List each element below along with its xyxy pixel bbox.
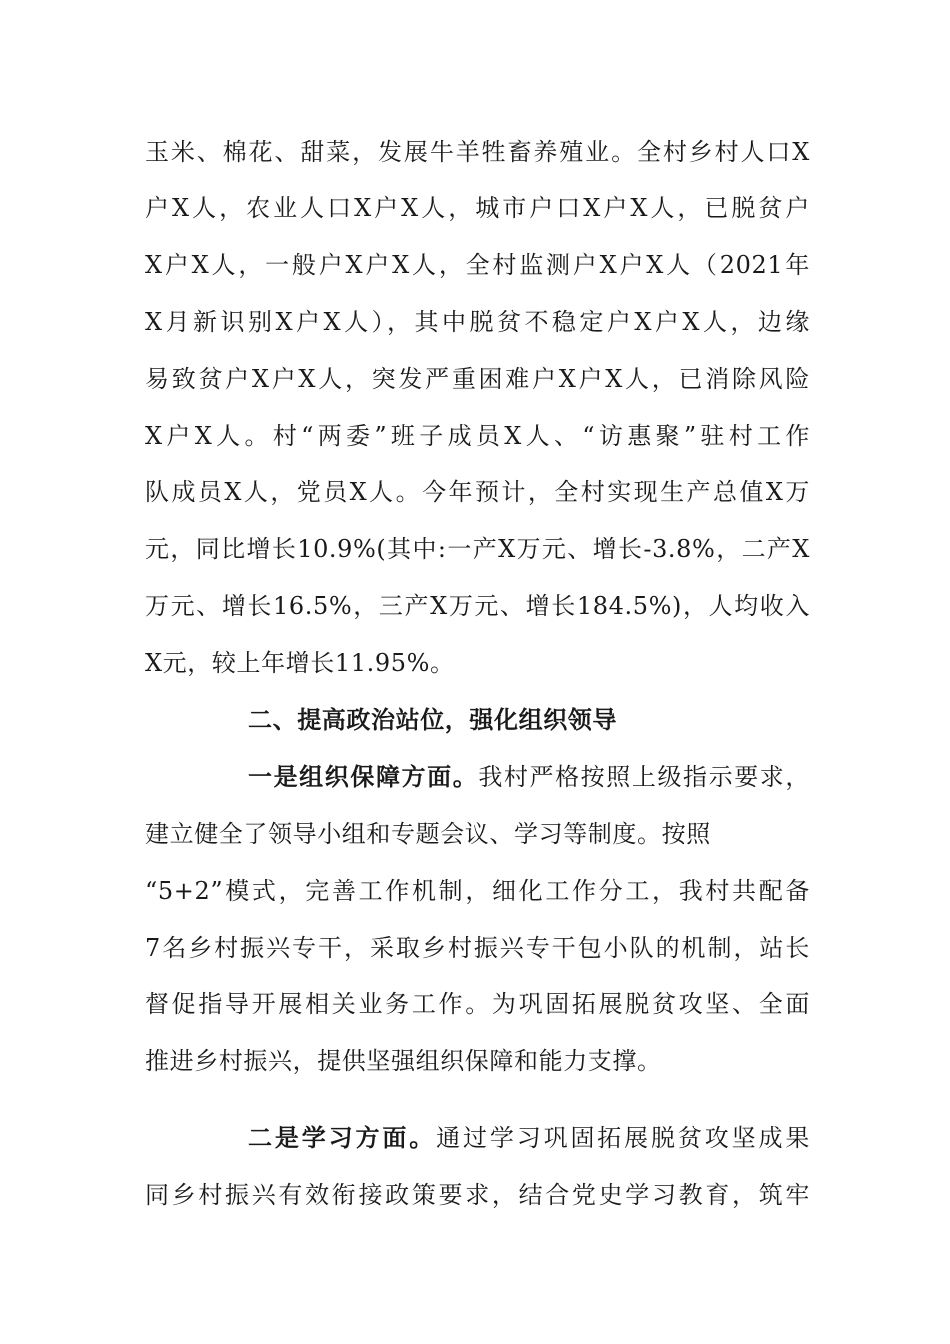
paragraph1-line-9: 万元、增长16.5%，三产X万元、增长184.5%)，人均收入 <box>145 592 810 620</box>
paragraph3-lead: 二是学习方面。 <box>248 1123 437 1152</box>
paragraph1-line-1: 玉米、棉花、甜菜，发展牛羊牲畜养殖业。全村乡村人口X <box>145 138 810 166</box>
paragraph2-lead: 一是组织保障方面。 <box>248 762 479 791</box>
paragraph1-line-7: 队成员X人，党员X人。今年预计，全村实现生产总值X万 <box>145 478 810 506</box>
paragraph2-line-2: 建立健全了领导小组和专题会议、学习等制度。按照 <box>145 820 711 848</box>
paragraph1-line-10: X元，较上年增长11.95%。 <box>145 649 455 677</box>
paragraph3-line-1 <box>145 1121 810 1155</box>
paragraph2-first-line-text: 我村严格按照上级指示要求， <box>478 763 810 791</box>
paragraph2-line-3: “5+2”模式，完善工作机制，细化工作分工，我村共配备 <box>145 877 810 905</box>
paragraph1-line-8: 元，同比增长10.9%(其中:一产X万元、增长-3.8%，二产X <box>145 535 810 563</box>
paragraph3-first-line-text: 通过学习巩固拓展脱贫攻坚成果 <box>436 1124 810 1152</box>
paragraph2-line-1 <box>145 760 810 794</box>
paragraph2-line-4: 7名乡村振兴专干，采取乡村振兴专干包小队的机制，站长 <box>145 934 810 962</box>
paragraph3-line-2: 同乡村振兴有效衔接政策要求，结合党史学习教育，筑牢 <box>145 1181 810 1209</box>
paragraph1-line-6: X户X人。村“两委”班子成员X人、“访惠聚”驻村工作 <box>145 422 810 450</box>
paragraph1-line-3: X户X人，一般户X户X人，全村监测户X户X人（2021年 <box>145 251 810 279</box>
paragraph2-line-6: 推进乡村振兴，提供坚强组织保障和能力支撑。 <box>145 1047 662 1075</box>
paragraph1-line-2: 户X人，农业人口X户X人，城市户口X户X人，已脱贫户 <box>145 194 810 222</box>
paragraph1-line-4: X月新识别X户X人），其中脱贫不稳定户X户X人，边缘 <box>145 308 810 336</box>
paragraph2-line-5: 督促指导开展相关业务工作。为巩固拓展脱贫攻坚、全面 <box>145 990 810 1018</box>
paragraph1-line-5: 易致贫户X户X人，突发严重困难户X户X人，已消除风险 <box>145 365 810 393</box>
section-heading: 二、提高政治站位，强化组织领导 <box>248 705 617 734</box>
